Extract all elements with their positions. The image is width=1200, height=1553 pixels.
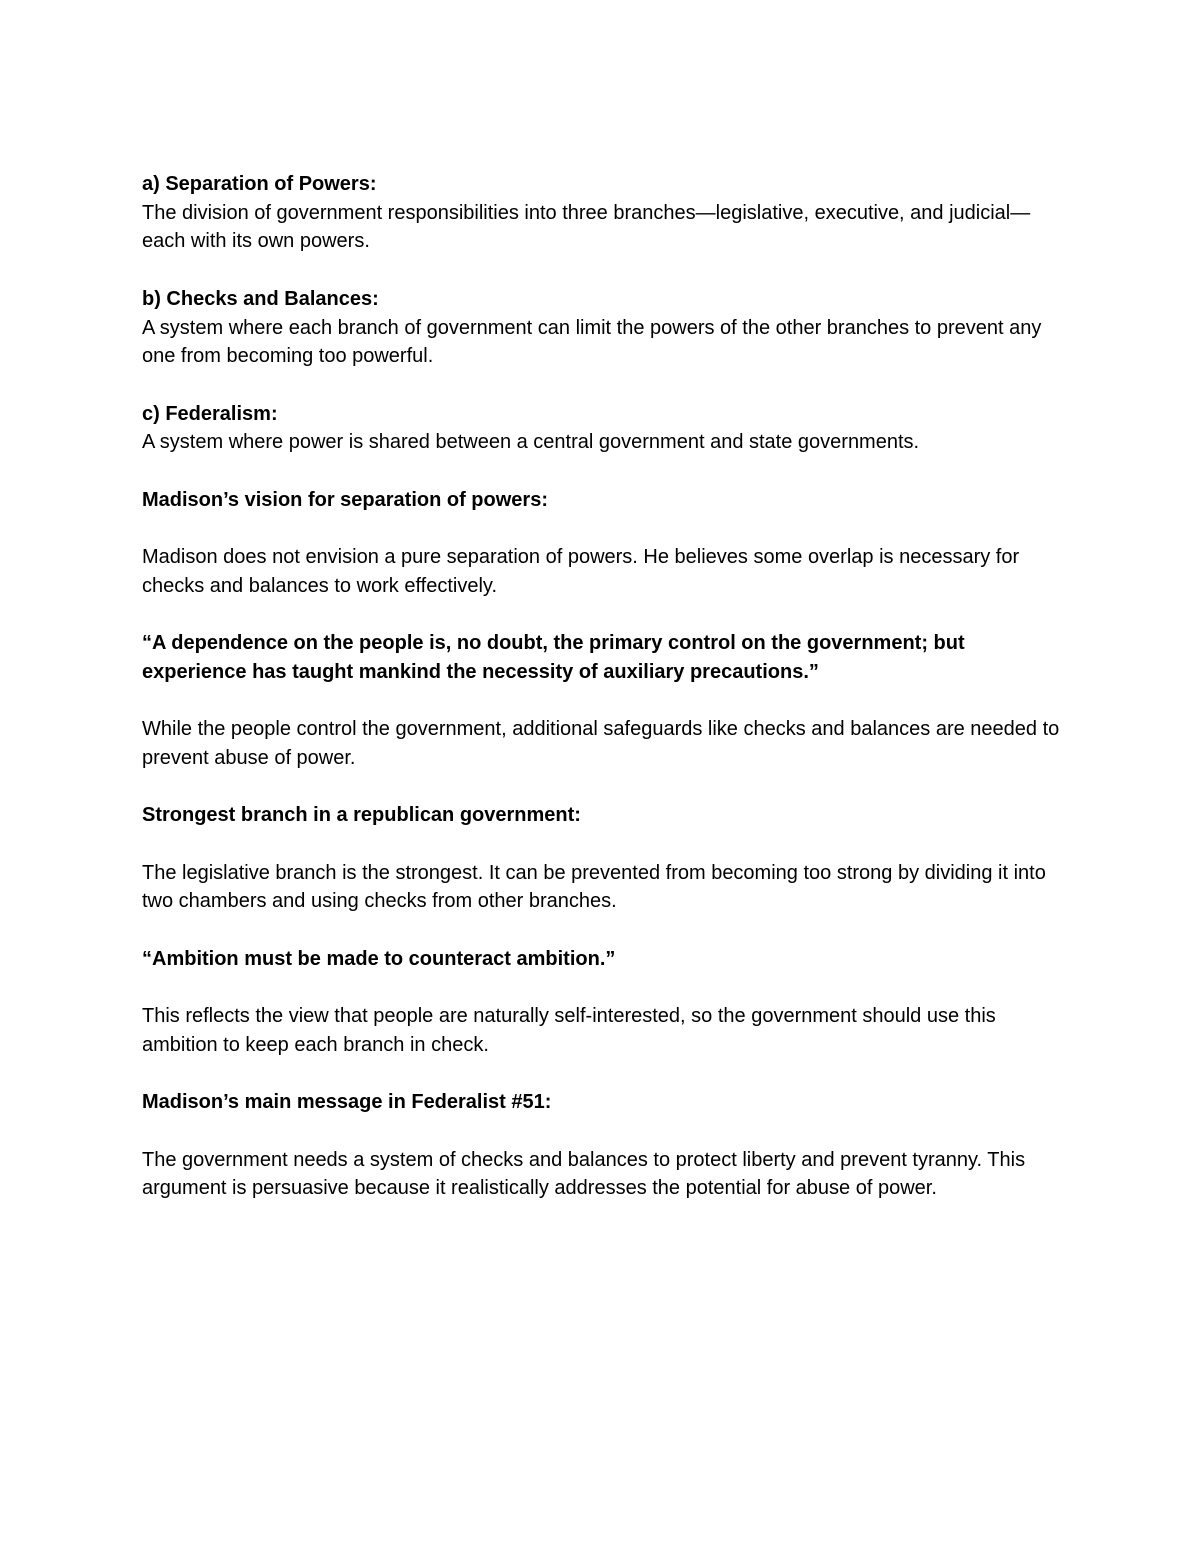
spacer xyxy=(142,371,1072,400)
section-heading-strongest-branch: Strongest branch in a republican government: xyxy=(142,804,581,827)
section-heading-main-message: Madison’s main message in Federalist #51: xyxy=(142,1091,552,1114)
spacer xyxy=(142,687,1072,716)
section-text-separation-of-powers: The division of government responsibilities into three branches—legislative, executive, and judicial—each with its own powers. xyxy=(142,201,1031,253)
spacer xyxy=(142,916,1072,945)
spacer xyxy=(142,514,1072,543)
section-text-madison-vision: Madison does not envision a pure separation of powers. He believes some overlap is necessary for checks and balances to work effectively. xyxy=(142,546,1020,597)
section-heading-federalism: c) Federalism: xyxy=(142,402,278,425)
spacer xyxy=(142,600,1072,629)
section-text-federalism: A system where power is shared between a central government and state governments. xyxy=(142,431,920,454)
section-heading-checks-and-balances: b) Checks and Balances: xyxy=(142,287,379,310)
spacer xyxy=(142,773,1072,802)
spacer xyxy=(142,830,1072,859)
spacer xyxy=(142,974,1072,1003)
section-text-strongest-branch: The legislative branch is the strongest. It can be prevented from becoming too strong by dividing it into two chambers and using checks from other branches. xyxy=(142,861,1046,913)
section-heading-separation-of-powers: a) Separation of Powers: xyxy=(142,173,377,195)
section-text-main-message: The government needs a system of checks and balances to protect liberty and prevent tyranny. This argument is persuasive because it realistically addresses the potential for abuse of power. xyxy=(142,1148,1026,1200)
section-text-ambition: This reflects the view that people are naturally self-interested, so the government should use this ambition to keep each branch in check. xyxy=(142,1005,996,1056)
section-text-dependence-on-people: While the people control the government, additional safeguards like checks and balances are needed to prevent abuse of power. xyxy=(142,718,1060,769)
quote-dependence-on-people: “A dependence on the people is, no doubt, the primary control on the government; but experience has taught mankind the necessity of auxiliary precautions.” xyxy=(142,632,965,683)
spacer xyxy=(142,457,1072,486)
spacer xyxy=(142,256,1072,285)
section-text-checks-and-balances: A system where each branch of government can limit the powers of the other branches to prevent any one from becoming too powerful. xyxy=(142,316,1042,368)
section-heading-madison-vision: Madison’s vision for separation of powers: xyxy=(142,488,548,511)
document-page xyxy=(142,170,1072,1203)
spacer xyxy=(142,1117,1072,1146)
spacer xyxy=(142,1060,1072,1089)
quote-ambition: “Ambition must be made to counteract ambition.” xyxy=(142,947,616,970)
